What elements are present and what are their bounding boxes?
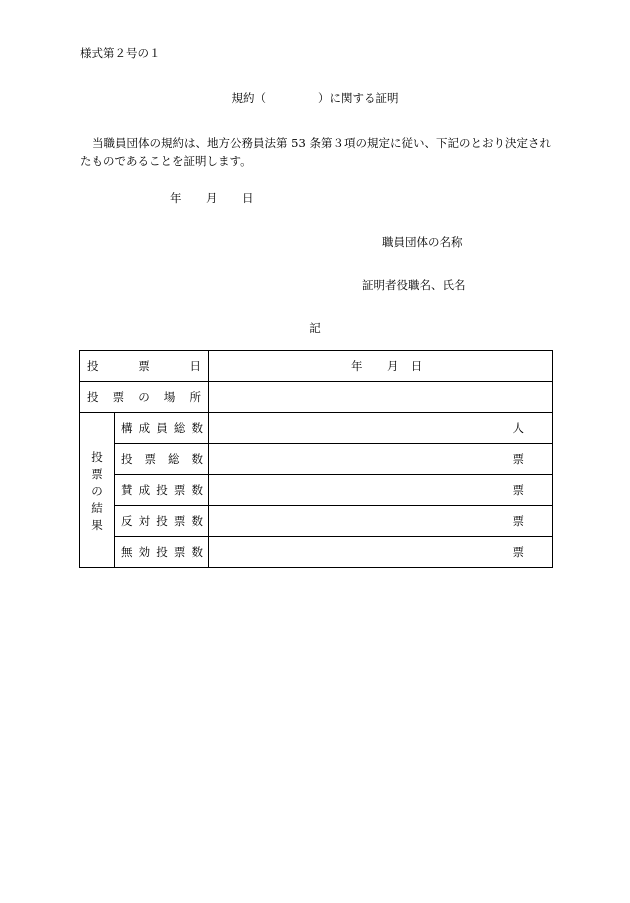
- label-char: 果: [91, 517, 103, 532]
- table-row-invalid-votes: [80, 537, 553, 568]
- label-char: 票: [138, 359, 150, 373]
- invalid-votes-field[interactable]: [209, 537, 553, 568]
- label-char: 票: [144, 452, 156, 466]
- total-votes-field[interactable]: [209, 444, 553, 475]
- label-char: 数: [191, 421, 203, 435]
- vote-date-field[interactable]: [209, 351, 553, 382]
- certifier-label: 証明者役職名、氏名: [362, 278, 466, 292]
- invalid-votes-label: [115, 537, 209, 568]
- label-char: 効: [138, 545, 151, 559]
- unit-label: 票: [512, 545, 524, 559]
- label-char: 日: [189, 359, 201, 373]
- total-votes-label: [115, 444, 209, 475]
- label-char: 対: [138, 514, 151, 528]
- label-char: 員: [156, 421, 168, 435]
- table-row-members: [80, 413, 553, 444]
- label-char: 所: [189, 390, 201, 404]
- unit-label: 人: [512, 421, 524, 435]
- no-votes-label: [115, 506, 209, 537]
- label-char: 構: [121, 421, 133, 435]
- ki-heading: 記: [309, 321, 321, 335]
- label-char: 数: [191, 483, 203, 497]
- label-char: 総: [173, 421, 186, 435]
- label-char: 票: [112, 390, 125, 404]
- unit-label: 票: [512, 452, 524, 466]
- label-char: 投: [87, 359, 99, 373]
- label-char: 投: [91, 449, 103, 464]
- result-label: [80, 413, 115, 568]
- vote-date-label: [80, 351, 209, 382]
- label-char: 数: [191, 514, 203, 528]
- label-char: 結: [91, 500, 103, 515]
- label-char: 票: [173, 514, 186, 528]
- table-row-no-votes: [80, 506, 553, 537]
- members-label: [115, 413, 209, 444]
- label-char: 投: [156, 514, 168, 528]
- label-char: 無: [121, 545, 133, 559]
- unit-label: 票: [512, 514, 524, 528]
- place-label: [80, 382, 209, 413]
- table-row-total-votes: [80, 444, 553, 475]
- vote-date-month: 月: [387, 359, 399, 373]
- members-field[interactable]: [209, 413, 553, 444]
- title-prefix: 規約（: [231, 91, 266, 105]
- label-char: 成: [138, 483, 151, 497]
- label-char: 投: [156, 545, 168, 559]
- label-char: 投: [156, 483, 168, 497]
- title-suffix: ）に関する証明: [318, 91, 399, 105]
- label-char: 数: [191, 452, 203, 466]
- label-char: 賛: [121, 483, 133, 497]
- table-row-place: [80, 382, 553, 413]
- date-day: 日: [242, 191, 254, 205]
- vote-date-year: 年: [351, 359, 363, 373]
- org-name-label: 職員団体の名称: [382, 235, 463, 249]
- label-char: 成: [138, 421, 151, 435]
- certification-date: [170, 193, 254, 205]
- label-char: 票: [91, 466, 103, 481]
- label-char: の: [138, 390, 150, 404]
- date-month: 月: [206, 191, 218, 205]
- document-title: [0, 93, 630, 105]
- unit-label: 票: [512, 483, 524, 497]
- label-char: 票: [173, 545, 186, 559]
- label-char: の: [91, 483, 103, 498]
- vote-date-day: 日: [410, 359, 423, 373]
- label-char: 総: [168, 452, 180, 466]
- label-char: 場: [163, 390, 176, 404]
- form-number: 様式第２号の１: [80, 46, 161, 60]
- label-char: 票: [173, 483, 186, 497]
- label-char: 投: [121, 452, 133, 466]
- yes-votes-field[interactable]: [209, 475, 553, 506]
- no-votes-field[interactable]: [209, 506, 553, 537]
- label-char: 投: [87, 390, 99, 404]
- label-char: 数: [191, 545, 203, 559]
- date-year: 年: [170, 191, 182, 205]
- place-field[interactable]: [209, 382, 553, 413]
- table-row-vote-date: [80, 351, 553, 382]
- table-row-yes-votes: [80, 475, 553, 506]
- certification-text: 当職員団体の規約は、地方公務員法第 53 条第３項の規定に従い、下記のとおり決定されたものであることを証明します。: [80, 136, 551, 168]
- yes-votes-label: [115, 475, 209, 506]
- vote-result-table: [79, 350, 553, 568]
- label-char: 反: [121, 514, 133, 528]
